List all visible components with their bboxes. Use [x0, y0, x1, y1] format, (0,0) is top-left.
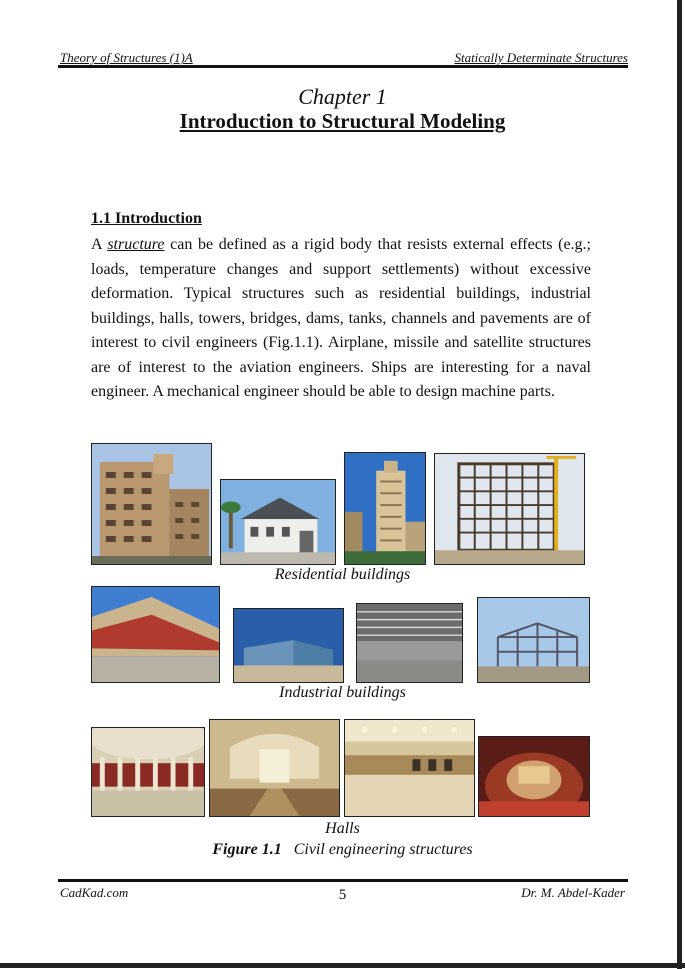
figure-caption-text: Civil engineering structures [293, 841, 473, 858]
paragraph-term: structure [107, 236, 165, 253]
intro-paragraph [91, 233, 591, 405]
page-number: 5 [338, 887, 347, 903]
page-border-bottom [0, 963, 685, 968]
figure-caption [0, 841, 685, 859]
chapter-number: Chapter 1 [298, 84, 387, 109]
header-chapter-topic: Statically Determinate Structures [454, 50, 628, 65]
photo-industrial-interior [356, 603, 463, 683]
paragraph-lead: A [91, 236, 108, 253]
section-heading: 1.1 Introduction [91, 210, 202, 227]
header-course-title: Theory of Structures (1)A [60, 50, 193, 65]
header-rule [58, 65, 628, 68]
photo-hall-concert [478, 736, 590, 817]
footer-author: Dr. M. Abdel-Kader [521, 885, 625, 900]
caption-halls: Halls [325, 820, 360, 837]
photo-industrial-shed [233, 608, 344, 683]
photo-residential-apartment [91, 443, 212, 565]
photo-industrial-warehouse [91, 586, 220, 683]
photo-hall-corridor [209, 719, 340, 817]
photo-hall-ballroom [344, 719, 475, 817]
photo-industrial-steel-frame [477, 597, 590, 683]
footer-website: CadKad.com [60, 885, 129, 900]
paragraph-body: can be defined as a rigid body that resists external effects (e.g.; loads, temperature changes and support settlements) without excessive deformation. Typical structures such as residential buildings, industrial buildings, halls, towers, bridges, dams, tanks, channels and pavements are of interest to civil engineers (Fig.1.1). Airplane, missile and satellite structures are of interest to the aviation engineers. Ships are interesting for a naval engineer. A mechanical engineer should be able to design machine parts. [91, 236, 591, 400]
figure-label: Figure 1.1 [212, 841, 282, 858]
chapter-title: Introduction to Structural Modeling [179, 109, 506, 133]
footer-rule [58, 879, 628, 882]
photo-residential-house [220, 479, 336, 565]
photo-residential-frame-construction [434, 453, 585, 565]
caption-industrial: Industrial buildings [279, 684, 406, 701]
caption-residential: Residential buildings [274, 566, 411, 583]
photo-hall-rotunda [91, 727, 205, 817]
photo-residential-tower [344, 452, 426, 565]
